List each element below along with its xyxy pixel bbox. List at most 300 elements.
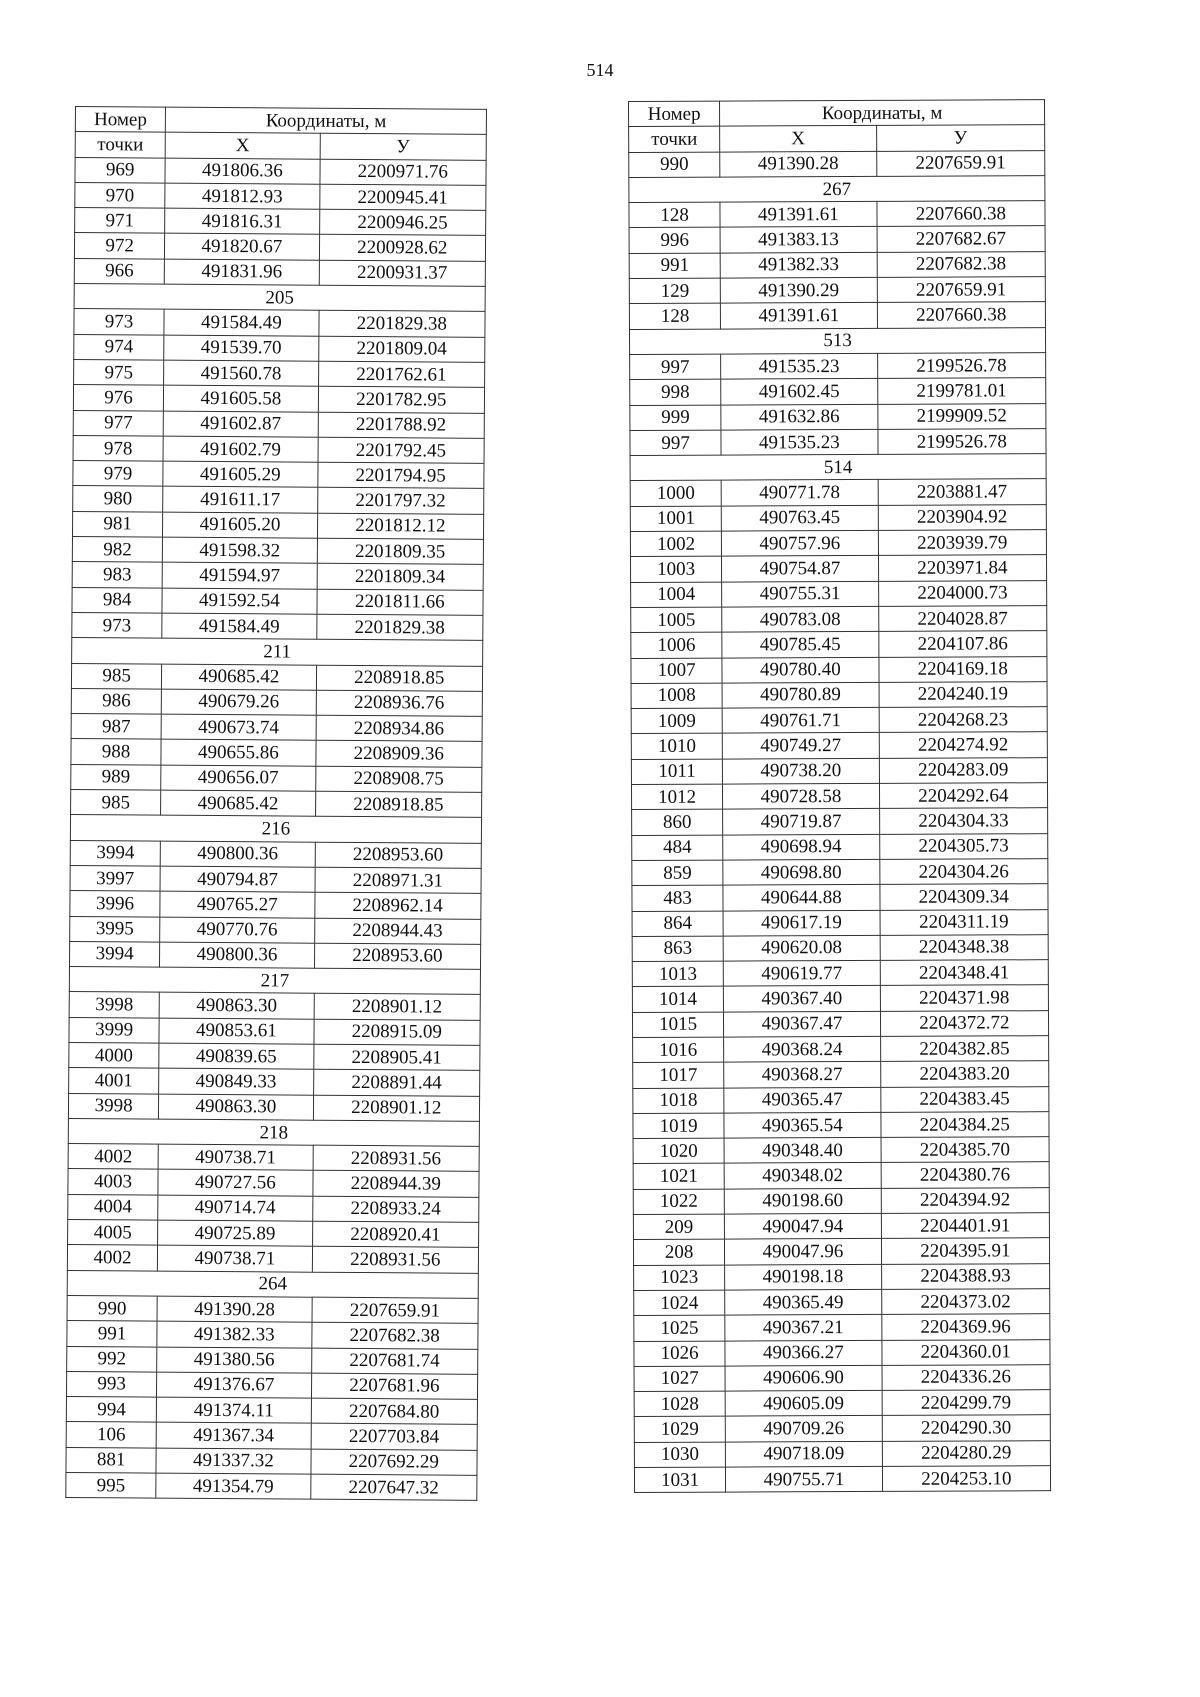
x-coordinate: 490749.27 — [722, 733, 878, 759]
group-row — [70, 815, 481, 843]
table-row — [633, 1086, 1049, 1113]
y-coordinate: 2204348.38 — [880, 934, 1049, 960]
y-coordinate: 2208936.76 — [316, 690, 483, 716]
x-coordinate: 490617.19 — [723, 910, 879, 936]
x-coordinate: 490725.89 — [158, 1220, 313, 1246]
y-coordinate: 2201811.66 — [317, 589, 484, 615]
y-coordinate: 2201762.61 — [318, 361, 485, 387]
table-row — [69, 941, 480, 969]
point-number: 1004 — [631, 582, 722, 608]
y-coordinate: 2204360.01 — [882, 1339, 1051, 1365]
x-coordinate: 491535.23 — [721, 429, 877, 455]
table-row — [74, 334, 485, 362]
y-coordinate: 2208901.12 — [314, 994, 481, 1020]
table-row — [72, 562, 483, 590]
point-number: 971 — [75, 208, 165, 234]
point-number: 1001 — [630, 506, 721, 532]
table-row — [631, 783, 1047, 810]
y-coordinate: 2208962.14 — [314, 892, 481, 918]
y-coordinate: 2207682.38 — [311, 1322, 478, 1348]
x-coordinate: 491383.13 — [720, 227, 876, 253]
point-number: 4001 — [69, 1068, 159, 1094]
x-coordinate: 491602.79 — [163, 436, 318, 462]
point-number: 1028 — [634, 1391, 725, 1417]
table-row — [632, 960, 1048, 987]
x-coordinate: 490719.87 — [723, 809, 879, 835]
point-number: 1012 — [631, 784, 722, 810]
point-number: 3999 — [69, 1017, 159, 1043]
y-coordinate: 2204240.19 — [879, 682, 1048, 708]
y-coordinate: 2207660.38 — [877, 201, 1046, 227]
x-coordinate: 490718.09 — [726, 1441, 882, 1467]
table-row — [71, 764, 482, 792]
point-number: 1030 — [634, 1442, 725, 1468]
y-coordinate: 2201809.34 — [317, 564, 484, 590]
x-coordinate: 491391.61 — [721, 303, 877, 329]
table-row — [630, 504, 1046, 531]
point-number: 881 — [66, 1447, 156, 1473]
x-coordinate: 490685.42 — [162, 664, 317, 690]
y-coordinate: 2203939.79 — [878, 530, 1047, 556]
y-coordinate: 2199526.78 — [877, 353, 1046, 379]
x-coordinate: 490679.26 — [161, 689, 316, 715]
x-coordinate: 490619.77 — [723, 961, 879, 987]
y-coordinate: 2201812.12 — [317, 513, 484, 539]
point-number: 128 — [629, 202, 720, 228]
table-row — [631, 580, 1047, 607]
point-number: 860 — [632, 809, 723, 835]
point-number: 993 — [66, 1371, 156, 1397]
point-number: 864 — [632, 911, 723, 937]
x-coordinate: 490780.89 — [722, 682, 878, 708]
y-coordinate: 2201829.38 — [316, 614, 483, 640]
coordinates-table-left — [65, 106, 487, 1501]
point-number: 1005 — [631, 607, 722, 633]
point-number: 990 — [67, 1295, 157, 1321]
table-row — [631, 732, 1047, 759]
x-coordinate: 490606.90 — [725, 1365, 881, 1391]
x-coordinate: 491584.49 — [162, 613, 317, 639]
x-coordinate: 491602.87 — [163, 411, 318, 437]
table-row — [70, 840, 481, 868]
point-number: 1011 — [631, 759, 722, 785]
y-coordinate: 2204401.91 — [881, 1213, 1050, 1239]
x-coordinate: 491831.96 — [164, 259, 319, 285]
x-coordinate: 490738.71 — [158, 1144, 313, 1170]
point-number: 987 — [71, 714, 161, 740]
y-coordinate: 2207681.96 — [311, 1373, 478, 1399]
header-row — [629, 125, 1045, 152]
y-coordinate: 2201792.45 — [318, 437, 485, 463]
table-row — [634, 1466, 1050, 1493]
group-label: 513 — [629, 327, 1045, 354]
group-row — [72, 638, 483, 666]
table-row — [66, 1447, 477, 1475]
x-coordinate: 490757.96 — [722, 530, 878, 556]
point-number: 994 — [66, 1397, 156, 1423]
x-coordinate: 491390.29 — [720, 277, 876, 303]
point-number: 1031 — [634, 1467, 725, 1493]
point-number: 996 — [629, 228, 720, 254]
table-row — [632, 934, 1048, 961]
table-row — [68, 1194, 479, 1222]
x-coordinate: 490198.18 — [725, 1264, 881, 1290]
y-coordinate: 2204383.45 — [880, 1086, 1049, 1112]
x-coordinate: 490368.27 — [724, 1062, 880, 1088]
x-coordinate: 491367.34 — [156, 1423, 311, 1449]
table-row — [69, 1068, 480, 1096]
x-coordinate: 491391.61 — [720, 202, 876, 228]
header-row — [629, 100, 1045, 127]
point-number: 1013 — [632, 961, 723, 987]
table-row — [73, 486, 484, 514]
table-row — [630, 555, 1046, 582]
x-coordinate: 490365.54 — [724, 1112, 880, 1138]
y-coordinate: 2200945.41 — [319, 184, 486, 210]
coordinates-table-right — [628, 99, 1051, 1493]
point-number: 1019 — [633, 1113, 724, 1139]
x-coordinate: 491560.78 — [164, 360, 319, 386]
table-row — [75, 182, 486, 210]
y-coordinate: 2199526.78 — [878, 429, 1047, 455]
table-row — [631, 707, 1047, 734]
table-row — [73, 410, 484, 438]
table-row — [69, 1042, 480, 1070]
x-coordinate: 490714.74 — [158, 1195, 313, 1221]
x-coordinate: 490366.27 — [725, 1340, 881, 1366]
point-number: 976 — [73, 385, 163, 411]
x-coordinate: 490754.87 — [722, 556, 878, 582]
y-coordinate: 2208920.41 — [312, 1221, 479, 1247]
table-row — [73, 435, 484, 463]
table-row — [630, 353, 1046, 380]
x-coordinate: 490770.76 — [160, 917, 315, 943]
x-coordinate: 491602.45 — [721, 379, 877, 405]
point-number: 128 — [629, 303, 720, 329]
table-row — [629, 226, 1045, 253]
point-number: 970 — [75, 182, 165, 208]
x-coordinate: 490367.21 — [725, 1315, 881, 1341]
y-coordinate: 2204299.79 — [882, 1390, 1051, 1416]
table-row — [74, 359, 485, 387]
point-number: 483 — [632, 885, 723, 911]
table-row — [634, 1440, 1050, 1467]
y-coordinate: 2208891.44 — [313, 1069, 480, 1095]
group-label: 264 — [67, 1270, 478, 1298]
x-coordinate: 491816.31 — [165, 208, 320, 234]
table-row — [66, 1422, 477, 1450]
y-coordinate: 2207684.80 — [311, 1398, 478, 1424]
y-coordinate: 2208918.85 — [315, 791, 482, 817]
point-number: 3997 — [70, 865, 160, 891]
x-coordinate: 491594.97 — [162, 562, 317, 588]
y-coordinate: 2204283.09 — [879, 757, 1048, 783]
group-row — [629, 327, 1045, 354]
y-coordinate: 2200946.25 — [319, 209, 486, 235]
point-number: 982 — [72, 537, 162, 563]
point-number: 989 — [71, 764, 161, 790]
group-row — [68, 1118, 479, 1146]
table-row — [66, 1397, 477, 1425]
y-coordinate: 2208909.36 — [316, 741, 483, 767]
y-coordinate: 2208931.56 — [312, 1247, 479, 1273]
point-number: 986 — [71, 688, 161, 714]
point-number: 4005 — [68, 1220, 158, 1246]
x-coordinate: 491374.11 — [157, 1397, 312, 1423]
table-row — [75, 208, 486, 236]
x-coordinate: 491535.23 — [721, 353, 877, 379]
header-point-number: Номер — [629, 101, 720, 127]
y-coordinate: 2203904.92 — [878, 504, 1047, 530]
point-number: 1009 — [631, 708, 722, 734]
table-row — [69, 992, 480, 1020]
point-number: 1016 — [633, 1037, 724, 1063]
x-coordinate: 490755.71 — [726, 1466, 882, 1492]
x-coordinate: 490644.88 — [723, 885, 879, 911]
table-row — [67, 1321, 478, 1349]
y-coordinate: 2208944.39 — [313, 1171, 480, 1197]
point-number: 998 — [630, 379, 721, 405]
point-number: 980 — [73, 486, 163, 512]
y-coordinate: 2207647.32 — [310, 1474, 477, 1500]
y-coordinate: 2204383.20 — [880, 1061, 1049, 1087]
table-row — [633, 1137, 1049, 1164]
y-coordinate: 2208931.56 — [313, 1145, 480, 1171]
point-number: 991 — [629, 253, 720, 279]
y-coordinate: 2204388.93 — [881, 1263, 1050, 1289]
header-x: X — [165, 132, 320, 158]
table-row — [632, 1010, 1048, 1037]
table-row — [630, 530, 1046, 557]
table-row — [633, 1162, 1049, 1189]
header-coordinates: Координаты, м — [166, 107, 487, 135]
y-coordinate: 2204107.86 — [878, 631, 1047, 657]
table-row — [631, 606, 1047, 633]
y-coordinate: 2204336.26 — [882, 1365, 1051, 1391]
y-coordinate: 2208908.75 — [315, 766, 482, 792]
y-coordinate: 2204028.87 — [878, 606, 1047, 632]
point-number: 1024 — [634, 1290, 725, 1316]
point-number: 1018 — [633, 1088, 724, 1114]
x-coordinate: 490685.42 — [161, 790, 316, 816]
y-coordinate: 2201797.32 — [317, 488, 484, 514]
y-coordinate: 2204385.70 — [881, 1137, 1050, 1163]
table-row — [67, 1295, 478, 1323]
x-coordinate: 491390.28 — [720, 151, 876, 177]
point-number: 999 — [630, 405, 721, 431]
y-coordinate: 2199781.01 — [877, 378, 1046, 404]
x-coordinate: 490198.60 — [724, 1188, 880, 1214]
table-row — [74, 309, 485, 337]
x-coordinate: 490800.36 — [160, 841, 315, 867]
table-row — [634, 1390, 1050, 1417]
y-coordinate: 2207692.29 — [311, 1449, 478, 1475]
table-row — [72, 537, 483, 565]
x-coordinate: 490763.45 — [721, 505, 877, 531]
table-row — [71, 663, 482, 691]
table-row — [633, 1112, 1049, 1139]
y-coordinate: 2201788.92 — [318, 412, 485, 438]
x-coordinate: 491354.79 — [156, 1473, 311, 1499]
x-coordinate: 490780.40 — [722, 657, 878, 683]
y-coordinate: 2199909.52 — [877, 403, 1046, 429]
point-number: 975 — [74, 359, 164, 385]
x-coordinate: 490771.78 — [721, 480, 877, 506]
point-number: 973 — [74, 309, 164, 335]
x-coordinate: 490709.26 — [725, 1416, 881, 1442]
coordinates-table-left-body — [66, 107, 487, 1501]
y-coordinate: 2207681.74 — [311, 1348, 478, 1374]
header-point-number: Номер — [75, 107, 165, 133]
y-coordinate: 2201809.35 — [317, 538, 484, 564]
point-number: 129 — [629, 278, 720, 304]
table-row — [632, 909, 1048, 936]
y-coordinate: 2204292.64 — [879, 783, 1048, 809]
y-coordinate: 2208905.41 — [313, 1044, 480, 1070]
table-row — [631, 757, 1047, 784]
point-number: 991 — [67, 1321, 157, 1347]
point-number: 985 — [71, 790, 161, 816]
table-row — [66, 1473, 477, 1501]
point-number: 966 — [74, 258, 164, 284]
point-number: 997 — [630, 430, 721, 456]
point-number: 3996 — [70, 891, 160, 917]
x-coordinate: 490853.61 — [159, 1018, 314, 1044]
table-row — [71, 714, 482, 742]
y-coordinate: 2204169.18 — [879, 656, 1048, 682]
point-number: 1023 — [634, 1265, 725, 1291]
y-coordinate: 2208953.60 — [315, 842, 482, 868]
table-row — [71, 739, 482, 767]
y-coordinate: 2207660.38 — [877, 302, 1046, 328]
point-number: 484 — [632, 835, 723, 861]
y-coordinate: 2204382.85 — [880, 1036, 1049, 1062]
table-row — [70, 916, 481, 944]
y-coordinate: 2203881.47 — [878, 479, 1047, 505]
header-row — [75, 107, 486, 135]
x-coordinate: 490655.86 — [161, 740, 316, 766]
y-coordinate: 2201782.95 — [318, 386, 485, 412]
table-row — [67, 1245, 478, 1273]
y-coordinate: 2204253.10 — [882, 1466, 1051, 1492]
point-number: 1020 — [633, 1138, 724, 1164]
y-coordinate: 2204305.73 — [879, 833, 1048, 859]
point-number: 1006 — [631, 632, 722, 658]
group-label: 267 — [629, 176, 1045, 203]
group-label: 218 — [68, 1118, 479, 1146]
x-coordinate: 490047.96 — [725, 1239, 881, 1265]
x-coordinate: 490365.47 — [724, 1087, 880, 1113]
table-row — [629, 251, 1045, 278]
table-row — [629, 277, 1045, 304]
x-coordinate: 491584.49 — [164, 310, 319, 336]
group-label: 216 — [70, 815, 481, 843]
table-row — [73, 461, 484, 489]
coordinates-table-right-body — [629, 100, 1051, 1493]
x-coordinate: 491598.32 — [163, 537, 318, 563]
x-coordinate: 491380.56 — [157, 1347, 312, 1373]
y-coordinate: 2204384.25 — [881, 1112, 1050, 1138]
y-coordinate: 2201809.04 — [318, 336, 485, 362]
x-coordinate: 491539.70 — [164, 335, 319, 361]
group-label: 205 — [74, 284, 485, 312]
x-coordinate: 491382.33 — [157, 1321, 312, 1347]
point-number: 1007 — [631, 658, 722, 684]
group-row — [67, 1270, 478, 1298]
y-coordinate: 2204304.33 — [879, 808, 1048, 834]
table-row — [66, 1371, 477, 1399]
y-coordinate: 2207703.84 — [311, 1424, 478, 1450]
x-coordinate: 491806.36 — [165, 158, 320, 184]
header-x: X — [720, 126, 876, 152]
point-number: 977 — [73, 410, 163, 436]
y-coordinate: 2204373.02 — [881, 1289, 1050, 1315]
point-number: 1010 — [631, 734, 722, 760]
x-coordinate: 491605.58 — [164, 385, 319, 411]
header-point-number-sub: точки — [629, 126, 720, 152]
point-number: 1017 — [633, 1062, 724, 1088]
point-number: 997 — [630, 354, 721, 380]
table-row — [630, 479, 1046, 506]
y-coordinate: 2204309.34 — [880, 884, 1049, 910]
table-row — [631, 656, 1047, 683]
x-coordinate: 490367.47 — [724, 1011, 880, 1037]
table-row — [631, 631, 1047, 658]
table-row — [70, 865, 481, 893]
table-row — [632, 985, 1048, 1012]
y-coordinate: 2207659.91 — [312, 1297, 479, 1323]
point-number: 1000 — [630, 481, 721, 507]
x-coordinate: 490800.36 — [160, 942, 315, 968]
y-coordinate: 2207659.91 — [876, 150, 1045, 176]
header-row — [75, 132, 486, 160]
table-row — [633, 1238, 1049, 1265]
y-coordinate: 2204268.23 — [879, 707, 1048, 733]
x-coordinate: 491605.20 — [163, 512, 318, 538]
header-point-number-sub: точки — [75, 132, 165, 158]
group-label: 211 — [72, 638, 483, 666]
point-number: 4002 — [67, 1245, 157, 1271]
table-row — [74, 258, 485, 286]
point-number: 1008 — [631, 683, 722, 709]
point-number: 978 — [73, 435, 163, 461]
y-coordinate: 2204369.96 — [881, 1314, 1050, 1340]
x-coordinate: 490348.02 — [724, 1163, 880, 1189]
y-coordinate: 2204304.26 — [879, 859, 1048, 885]
group-row — [630, 454, 1046, 481]
y-coordinate: 2204372.72 — [880, 1010, 1049, 1036]
table-row — [633, 1036, 1049, 1063]
point-number: 4000 — [69, 1042, 159, 1068]
x-coordinate: 491611.17 — [163, 487, 318, 513]
point-number: 859 — [632, 860, 723, 886]
x-coordinate: 490698.94 — [723, 834, 879, 860]
point-number: 974 — [74, 334, 164, 360]
table-row — [634, 1365, 1050, 1392]
group-row — [69, 967, 480, 995]
table-row — [633, 1213, 1049, 1240]
y-coordinate: 2204274.92 — [879, 732, 1048, 758]
x-coordinate: 490698.80 — [723, 859, 879, 885]
point-number: 988 — [71, 739, 161, 765]
table-row — [69, 1017, 480, 1045]
y-coordinate: 2204371.98 — [880, 985, 1049, 1011]
table-row — [634, 1289, 1050, 1316]
point-number: 985 — [71, 663, 161, 689]
x-coordinate: 490368.24 — [724, 1036, 880, 1062]
y-coordinate: 2204348.41 — [880, 960, 1049, 986]
point-number: 3994 — [70, 840, 160, 866]
